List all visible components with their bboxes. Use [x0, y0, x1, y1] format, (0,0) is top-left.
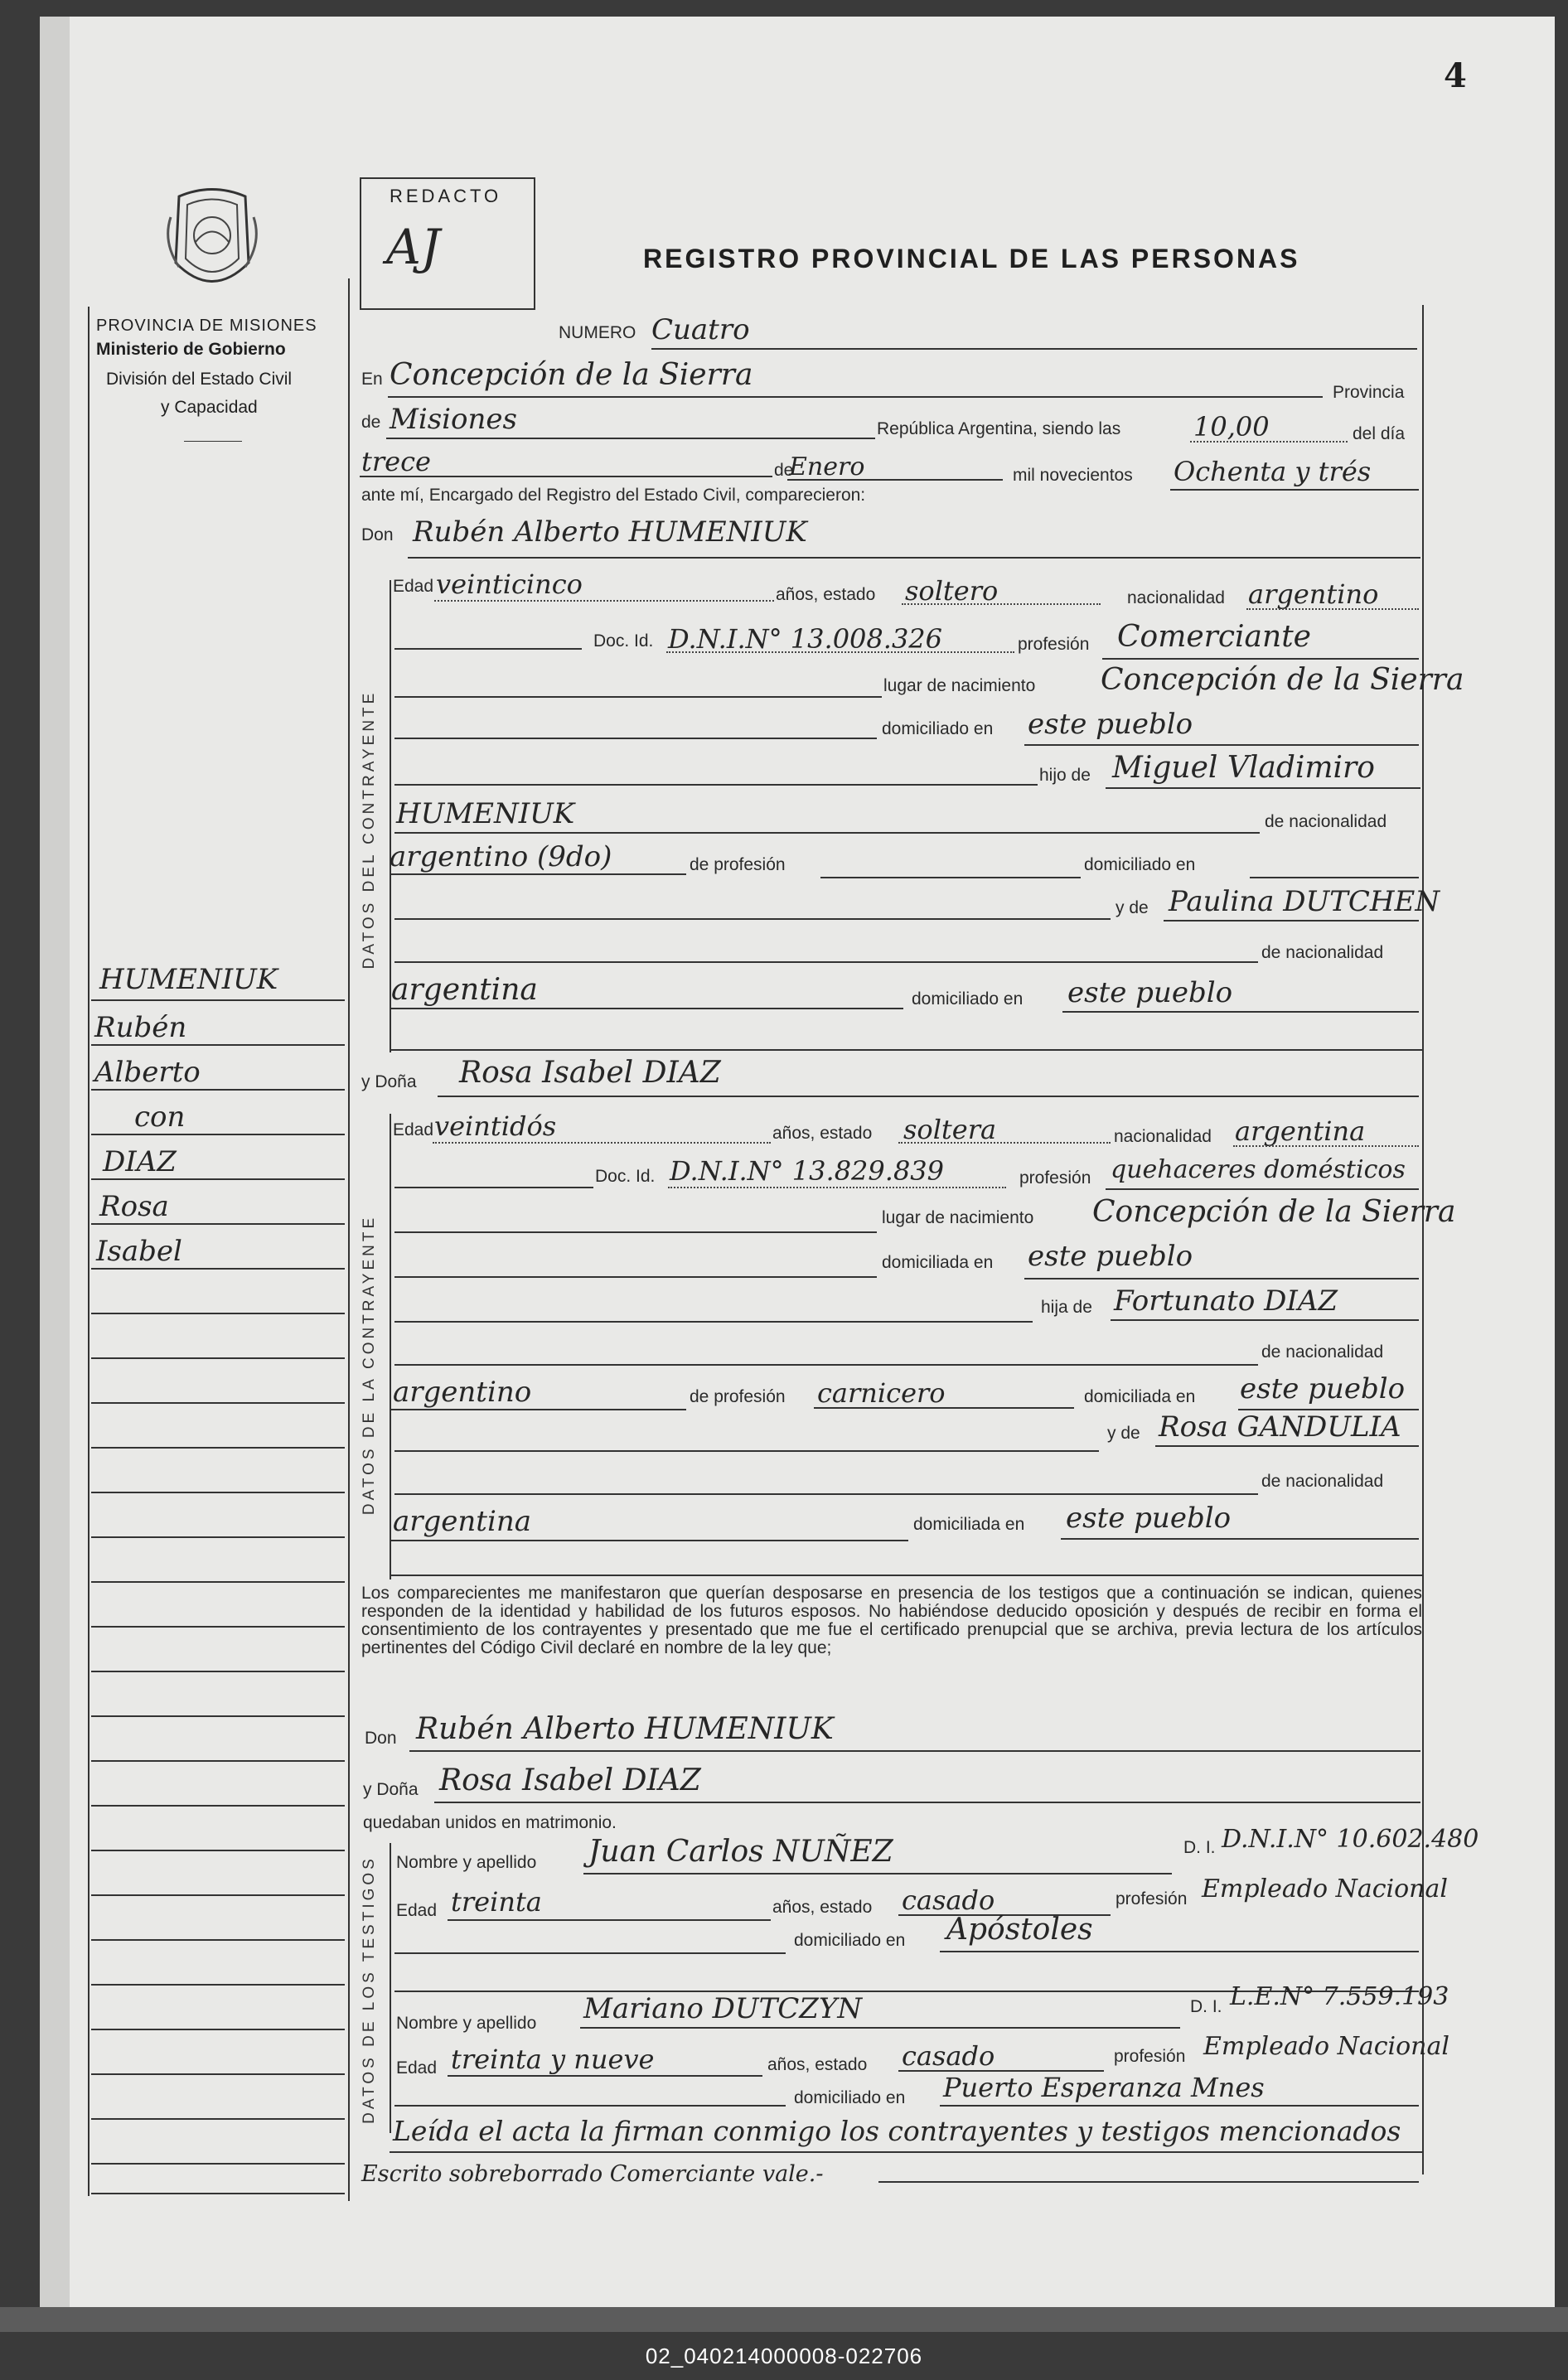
provincial-seal-icon	[162, 184, 262, 300]
margin-line	[91, 1536, 345, 1538]
bride-dom-lead-line	[394, 1276, 877, 1278]
groom-edad: veinticinco	[436, 568, 583, 600]
closing-line-2: Escrito sobreborrado Comerciante vale.-	[361, 2161, 824, 2187]
bride-edad-label: Edad	[393, 1120, 434, 1139]
hijo-lead-line	[394, 784, 1038, 786]
hijo-label: hijo de	[1039, 766, 1091, 785]
w1-edad: treinta	[451, 1886, 542, 1918]
year-line	[1170, 489, 1419, 491]
bride-mother-nat-line	[391, 1540, 908, 1541]
bride-doc-lead-line	[394, 1187, 593, 1188]
lugar-lead-line	[394, 696, 882, 698]
margin-name-6: Rosa	[99, 1190, 169, 1223]
witness-section-rule	[390, 1843, 391, 2133]
groom-nacionalidad: argentino	[1248, 578, 1379, 610]
bride-mother-dom-line	[1061, 1538, 1419, 1540]
groom-estado-line	[902, 603, 1101, 605]
w2-name-line	[580, 2027, 1180, 2029]
bride-doc-line	[668, 1187, 1006, 1188]
numero-label: NUMERO	[559, 323, 636, 342]
margin-line	[91, 2073, 345, 2075]
margin-line	[91, 1313, 345, 1314]
margin-left-rule	[88, 307, 90, 2196]
groom-mother-line	[1164, 920, 1419, 922]
bride-de-nac-label: de nacionalidad	[1261, 1342, 1384, 1362]
bride-prof-label: profesión	[1019, 1168, 1091, 1188]
bride-anos-label: años, estado	[772, 1124, 873, 1143]
margin-name-3: Alberto	[94, 1056, 201, 1089]
ante-text: ante mí, Encargado del Registro del Estado Civil, comparecieron:	[361, 486, 866, 505]
bride-father-prof: carnicero	[817, 1377, 946, 1409]
bride-nacionalidad: argentina	[1235, 1115, 1366, 1147]
w2-name: Mariano DUTCZYN	[583, 1992, 863, 2025]
margin-line	[91, 1447, 345, 1449]
witness-section-label: DATOS DE LOS TESTIGOS	[361, 1855, 378, 2124]
bride-hija-lead-line	[394, 1321, 1033, 1323]
bride-mother-dom: este pueblo	[1066, 1502, 1232, 1535]
anos-label: años, estado	[776, 585, 876, 604]
w2-d-label: D. I.	[1190, 1997, 1222, 2016]
margin-line	[91, 1984, 345, 1986]
hour-value: 10,00	[1193, 411, 1270, 443]
w1-anos-label: años, estado	[772, 1898, 873, 1917]
place-value: Concepción de la Sierra	[390, 358, 753, 392]
bride-father-prof-line	[814, 1407, 1074, 1409]
w1-prof-label: profesión	[1116, 1889, 1188, 1908]
hija-label: hija de	[1041, 1298, 1092, 1317]
bride-estado: soltera	[903, 1114, 997, 1145]
margin-line	[91, 1939, 345, 1941]
father-nat-line	[390, 873, 686, 875]
margin-line	[91, 1178, 345, 1180]
margin-line	[91, 1357, 345, 1359]
bride-mother-nat-lead	[394, 1493, 1258, 1495]
bride-y-de-label: y de	[1107, 1424, 1140, 1443]
closing-line-1: Leída el acta la firman conmigo los contrayentes y testigos mencionados	[393, 2115, 1401, 2147]
day-value: trece	[361, 446, 431, 477]
margin-line	[91, 1850, 345, 1851]
decl-groom-line	[409, 1750, 1420, 1752]
decl-dona-label: y Doña	[363, 1780, 419, 1799]
margin-line	[91, 1492, 345, 1493]
w2-profesion: Empleado Nacional	[1203, 2032, 1449, 2061]
bride-father-dom: este pueblo	[1240, 1372, 1406, 1405]
groom-estado: soltero	[905, 575, 999, 607]
margin-right-rule	[348, 278, 350, 2201]
bride-mother-dom-label: domiciliada en	[913, 1515, 1025, 1534]
w2-dom-lead-line	[394, 2105, 786, 2107]
w1-name-line	[583, 1873, 1172, 1874]
margin-line	[91, 1089, 345, 1091]
w2-domicilio: Puerto Esperanza Mnes	[943, 2072, 1265, 2103]
margin-name-2: Rubén	[94, 1011, 187, 1044]
decl-unidos: quedaban unidos en matrimonio.	[363, 1813, 617, 1832]
w2-prof-label: profesión	[1114, 2047, 1186, 2066]
bride-father-nat: argentino	[393, 1376, 532, 1409]
bride-section-label: DATOS DE LA CONTRAYENTE	[361, 1214, 378, 1516]
mother-nat-lead-line	[394, 961, 1258, 963]
w1-dom-lead-line	[394, 1952, 786, 1954]
del-dia-label: del día	[1353, 424, 1406, 443]
margin-line	[91, 1715, 345, 1717]
margin-line	[91, 1044, 345, 1046]
bride-edad-line	[433, 1142, 771, 1144]
page-shadow	[0, 2307, 1568, 2332]
bride-mother-line	[1155, 1445, 1419, 1447]
de-label: de	[361, 413, 381, 432]
margin-line	[91, 1894, 345, 1896]
margin-line	[91, 999, 345, 1001]
bride-bottom-line	[390, 1575, 1422, 1576]
bride-profesion: quehaceres domésticos	[1111, 1155, 1406, 1184]
mother-dom-label: domiciliado en	[912, 989, 1024, 1009]
dona-label: y Doña	[361, 1072, 417, 1091]
bride-father-line	[1111, 1319, 1419, 1321]
dom-lead-line	[394, 738, 877, 739]
w2-edad: treinta y nueve	[451, 2044, 655, 2075]
w1-doc: D.N.I.N° 10.602.480	[1222, 1825, 1479, 1854]
archive-code: 02_040214000008-022706	[645, 2344, 923, 2368]
year-value: Ochenta y trés	[1174, 456, 1372, 487]
w2-edad-line	[448, 2075, 762, 2077]
redacto-label: REDACTO	[390, 186, 502, 206]
division-line2: y Capacidad	[161, 398, 258, 417]
de-label-2: de	[774, 461, 794, 480]
doc-label: Doc. Id.	[593, 631, 654, 651]
bride-father-nat-lead	[394, 1364, 1258, 1366]
margin-name-7: Isabel	[96, 1235, 182, 1268]
w1-profesion: Empleado Nacional	[1202, 1874, 1448, 1904]
bride-father-dom-label: domiciliada en	[1084, 1387, 1196, 1406]
declaration-paragraph: Los comparecientes me manifestaron que querían desposarse en presencia de los testigos que a continuación se indican, quienes responden de la identidad y habilidad de los futuros esposos. No habiéndose deducido oposición y después de recibir en forma el consentimiento de los contrayentes y presentado que me fue el certificado prenupcial que se archiva, previa lectura de los artículos pertinentes del Código Civil declaré en nombre de la ley que;	[361, 1584, 1422, 1657]
w1-d-label: D. I.	[1183, 1838, 1216, 1857]
margin-line	[91, 1134, 345, 1135]
nacionalidad-label: nacionalidad	[1127, 588, 1225, 607]
margin-line	[91, 1402, 345, 1404]
father-prof-line	[820, 877, 1081, 878]
groom-mother-dom: este pueblo	[1067, 976, 1233, 1009]
bride-de-prof-label: de profesión	[690, 1387, 786, 1406]
w2-dom-line	[940, 2105, 1419, 2107]
bride-father: Fortunato DIAZ	[1114, 1284, 1338, 1318]
w2-anos-label: años, estado	[767, 2055, 868, 2074]
margin-name-5: DIAZ	[103, 1145, 177, 1178]
groom-section-label: DATOS DEL CONTRAYENTE	[361, 689, 378, 970]
w2-estado: casado	[902, 2040, 995, 2072]
mother-nat-label: de nacionalidad	[1261, 943, 1384, 962]
margin-line	[91, 1760, 345, 1762]
groom-name-line	[408, 557, 1420, 559]
margin-line	[91, 2163, 345, 2165]
bride-name-line	[438, 1096, 1419, 1097]
w1-dom-line	[940, 1951, 1419, 1952]
division-line1: División del Estado Civil	[106, 370, 293, 389]
day-line	[360, 476, 772, 477]
groom-father-nat: argentino (9do)	[390, 840, 612, 873]
w2-doc: L.E.N° 7.559.193	[1230, 1982, 1449, 2011]
margin-line	[91, 1626, 345, 1628]
w1-domicilio: Apóstoles	[946, 1913, 1093, 1947]
binding-edge	[40, 17, 70, 2307]
margin-name-4: con	[134, 1101, 186, 1134]
groom-profesion: Comerciante	[1117, 620, 1311, 654]
bride-mother-nat: argentina	[393, 1505, 532, 1538]
de-nacionalidad-label: de nacionalidad	[1265, 812, 1387, 831]
bride-section-rule	[390, 1114, 391, 1579]
groom-mother-nat: argentina	[391, 973, 538, 1007]
margin-line	[91, 1805, 345, 1807]
mother-lead-line	[394, 918, 1111, 920]
header-divider	[184, 441, 242, 442]
lugar-label: lugar de nacimiento	[883, 676, 1036, 695]
redacto-box	[360, 177, 535, 310]
w1-name: Juan Carlos NUÑEZ	[588, 1835, 893, 1869]
mother-dom-line	[1062, 1011, 1419, 1013]
groom-father-surname: HUMENIUK	[396, 797, 575, 830]
place-line	[388, 396, 1323, 398]
edad-label: Edad	[393, 577, 434, 596]
numero-value: Cuatro	[651, 313, 750, 346]
bride-doc: D.N.I.N° 13.829.839	[670, 1155, 945, 1187]
bride-lugar-lead-line	[394, 1231, 877, 1233]
father-surname-line	[394, 832, 1260, 834]
decl-bride: Rosa Isabel DIAZ	[439, 1763, 701, 1797]
bride-lugar: Concepción de la Sierra	[1092, 1195, 1456, 1229]
margin-line	[91, 2118, 345, 2120]
ministry-label: Ministerio de Gobierno	[96, 340, 286, 359]
closing-line-1-rule	[390, 2151, 1422, 2153]
margin-line	[91, 1671, 345, 1672]
month-line	[787, 479, 1003, 481]
w2-edad-label: Edad	[396, 2058, 438, 2078]
y-de-label: y de	[1116, 898, 1149, 917]
bride-mother-nat-label: de nacionalidad	[1261, 1472, 1384, 1491]
groom-lugar: Concepción de la Sierra	[1101, 663, 1464, 697]
margin-line	[91, 1268, 345, 1270]
groom-father-line	[1106, 787, 1420, 789]
bride-mother-lead	[394, 1450, 1099, 1452]
profesion-label: profesión	[1018, 635, 1090, 654]
margin-line	[91, 2193, 345, 2194]
w2-dom-label: domiciliado en	[794, 2088, 906, 2107]
bride-nac-line	[1233, 1145, 1419, 1147]
bride-nac-label: nacionalidad	[1114, 1127, 1212, 1146]
groom-father: Miguel Vladimiro	[1112, 751, 1375, 785]
en-label: En	[361, 370, 383, 389]
domiciliado-label: domiciliado en	[882, 719, 994, 738]
province-line	[386, 438, 875, 439]
bride-domicilio: este pueblo	[1028, 1240, 1193, 1273]
mother-nat-line	[390, 1008, 903, 1009]
redacto-mark: AJ	[386, 219, 441, 275]
groom-mother: Paulina DUTCHEN	[1169, 885, 1440, 918]
groom-doc: D.N.I.N° 13.008.326	[668, 623, 943, 655]
margin-line	[91, 1581, 345, 1583]
w2-nombre-label: Nombre y apellido	[396, 2014, 537, 2033]
bride-lugar-label: lugar de nacimiento	[882, 1208, 1034, 1227]
groom-nac-line	[1246, 608, 1419, 610]
father-dom-line	[1250, 877, 1419, 878]
margin-name-1: HUMENIUK	[99, 963, 278, 996]
page-number: 4	[1444, 56, 1467, 95]
bride-name: Rosa Isabel DIAZ	[459, 1056, 721, 1090]
numero-line	[651, 348, 1417, 350]
groom-name: Rubén Alberto HUMENIUK	[413, 515, 807, 549]
doc-lead-line	[394, 648, 582, 650]
margin-line	[91, 2029, 345, 2030]
bride-mother: Rosa GANDULIA	[1159, 1410, 1401, 1444]
decl-bride-line	[434, 1802, 1420, 1803]
groom-edad-line	[434, 600, 774, 602]
w1-edad-label: Edad	[396, 1901, 438, 1920]
mil-label: mil novecientos	[1013, 466, 1133, 485]
don-label: Don	[361, 525, 394, 544]
decl-don-label: Don	[365, 1729, 397, 1748]
margin-line	[91, 1223, 345, 1225]
bride-prof-line	[1106, 1188, 1419, 1190]
de-profesion-label: de profesión	[690, 855, 786, 874]
w1-nombre-label: Nombre y apellido	[396, 1853, 537, 1872]
bride-estado-line	[898, 1142, 1111, 1144]
bride-father-nat-line	[391, 1409, 686, 1410]
groom-doc-line	[666, 651, 1014, 653]
groom-dom-line	[1024, 744, 1419, 746]
province-value: Misiones	[390, 403, 517, 436]
w1-estado: casado	[902, 1884, 995, 1916]
groom-prof-line	[1102, 658, 1419, 660]
w1-dom-label: domiciliado en	[794, 1931, 906, 1950]
bride-doc-label: Doc. Id.	[595, 1167, 656, 1186]
republica-label: República Argentina, siendo las	[877, 419, 1121, 438]
province-label: PROVINCIA DE MISIONES	[96, 317, 317, 335]
closing-line-2-rule	[878, 2181, 1419, 2183]
groom-domicilio: este pueblo	[1028, 708, 1193, 741]
bride-domiciliada-label: domiciliada en	[882, 1253, 994, 1272]
document-title: REGISTRO PROVINCIAL DE LAS PERSONAS	[643, 244, 1300, 273]
provincia-label: Provincia	[1333, 383, 1405, 402]
father-dom-label: domiciliado en	[1084, 855, 1196, 874]
hour-line	[1190, 441, 1348, 443]
groom-bottom-line	[390, 1049, 1422, 1051]
month-value: Enero	[789, 452, 865, 481]
decl-groom: Rubén Alberto HUMENIUK	[416, 1712, 834, 1746]
w1-edad-line	[448, 1919, 771, 1921]
bride-dom-line	[1024, 1278, 1419, 1279]
bride-edad: veintidós	[434, 1110, 557, 1142]
